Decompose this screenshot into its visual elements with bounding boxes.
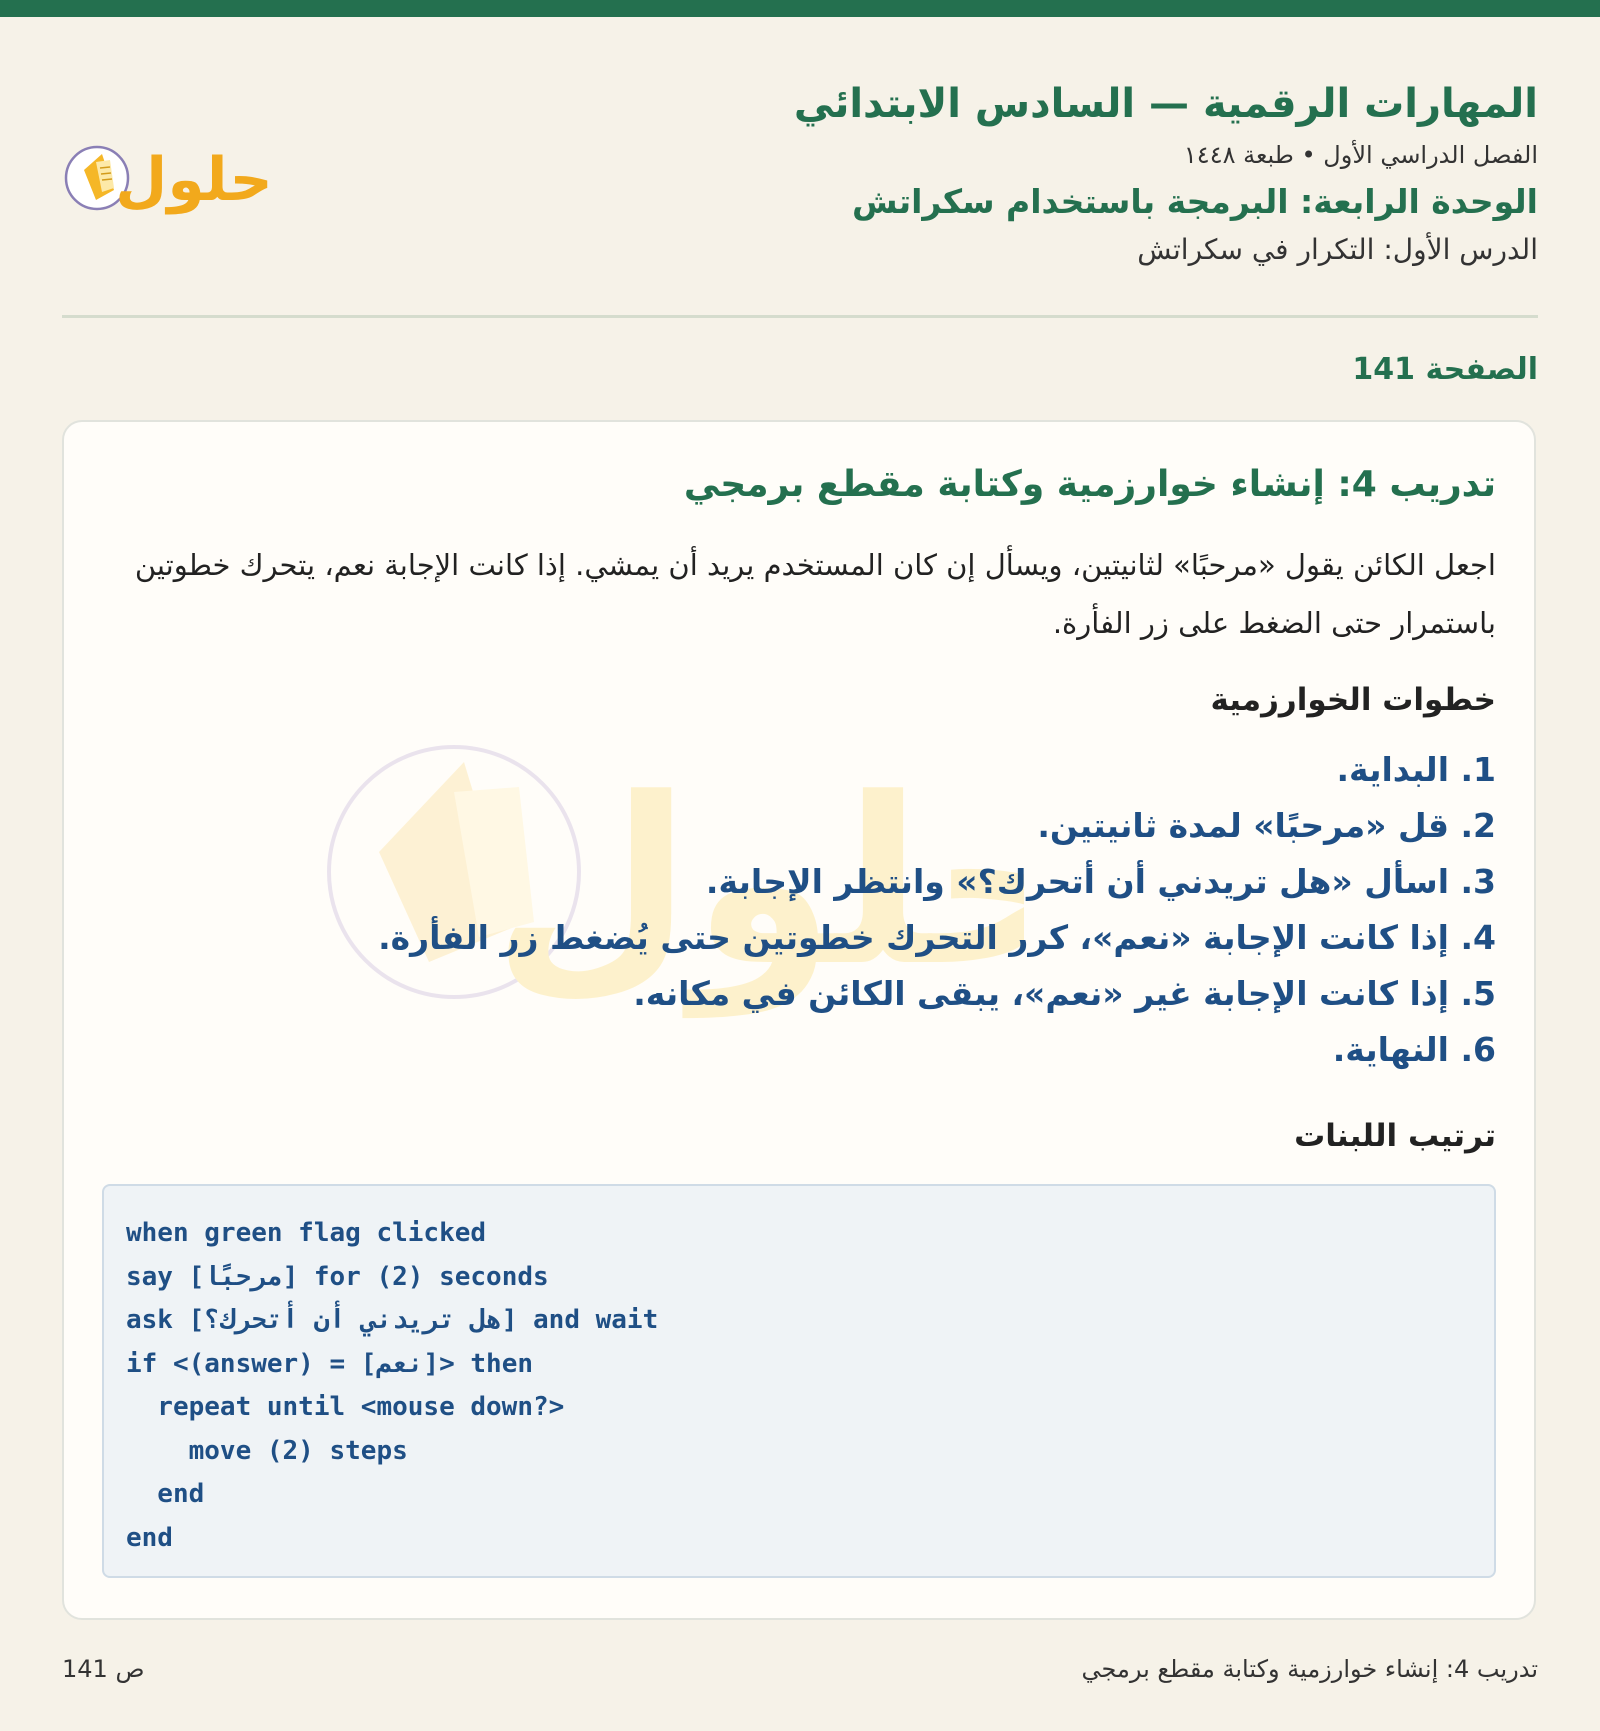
algorithm-step: 4. إذا كانت الإجابة «نعم»، كرر التحرك خطوتين حتى يُضغط زر الفأرة.: [378, 918, 1496, 957]
svg-text:حلول: لول: [492, 750, 930, 1017]
page-number-label: الصفحة 141: [1352, 352, 1538, 387]
hulul-logo: [62, 130, 292, 220]
header-divider: [62, 315, 1538, 318]
algorithm-step: 1. البداية.: [1336, 750, 1496, 789]
exercise-card: [62, 420, 1536, 1620]
algorithm-step: 3. اسأل «هل تريدني أن أتحرك؟» وانتظر الإجابة.: [705, 862, 1496, 901]
algorithm-step: 2. قل «مرحبًا» لمدة ثانيتين.: [1037, 806, 1496, 845]
code-line: if <(answer) = [نعم]> then: [126, 1348, 533, 1379]
page-title: المهارات الرقمية — السادس الابتدائي: [793, 81, 1538, 127]
algorithm-step: 6. النهاية.: [1332, 1030, 1496, 1069]
top-accent-bar: [0, 0, 1600, 17]
page-header: [62, 70, 1538, 320]
page-footer: [62, 1655, 1538, 1695]
footer-exercise-title: تدريب 4: إنشاء خوارزمية وكتابة مقطع برمجي: [1081, 1655, 1538, 1683]
lesson-title: الدرس الأول: التكرار في سكراتش: [1137, 233, 1538, 266]
unit-title: الوحدة الرابعة: البرمجة باستخدام سكراتش: [852, 182, 1538, 221]
code-line: end: [126, 1522, 173, 1553]
scratch-code-block: [102, 1184, 1496, 1578]
algorithm-steps-heading: خطوات الخوارزمية: [1210, 682, 1496, 718]
semester-line: الفصل الدراسي الأول • طبعة ١٤٤٨: [1183, 141, 1538, 169]
footer-page-number: ص 141: [62, 1655, 145, 1683]
code-line: end: [126, 1479, 205, 1509]
algorithm-steps-list: [102, 742, 1496, 1078]
blocks-order-heading: ترتيب اللبنات: [1294, 1118, 1496, 1154]
code-line: repeat until <mouse down?>: [126, 1392, 565, 1422]
exercise-description: اجعل الكائن يقول «مرحبًا» لثانيتين، ويسأل إن كان المستخدم يريد أن يمشي. إذا كانت الإجابة نعم، يتحرك خطوتين باستمرار حتى الضغط على زر الفأرة.: [134, 548, 1496, 640]
code-line: when green flag clicked: [126, 1218, 487, 1248]
logo-text: حلول: [115, 145, 273, 215]
code-line: say [مرحبًا] for (2) seconds: [126, 1261, 549, 1292]
code-line: move (2) steps: [126, 1435, 408, 1466]
algorithm-step: 5. إذا كانت الإجابة غير «نعم»، يبقى الكائن في مكانه.: [633, 974, 1496, 1013]
exercise-title: تدريب 4: إنشاء خوارزمية وكتابة مقطع برمجي: [683, 464, 1496, 505]
code-line: ask [هل تريدني أن أتحرك؟] and wait: [126, 1305, 659, 1335]
